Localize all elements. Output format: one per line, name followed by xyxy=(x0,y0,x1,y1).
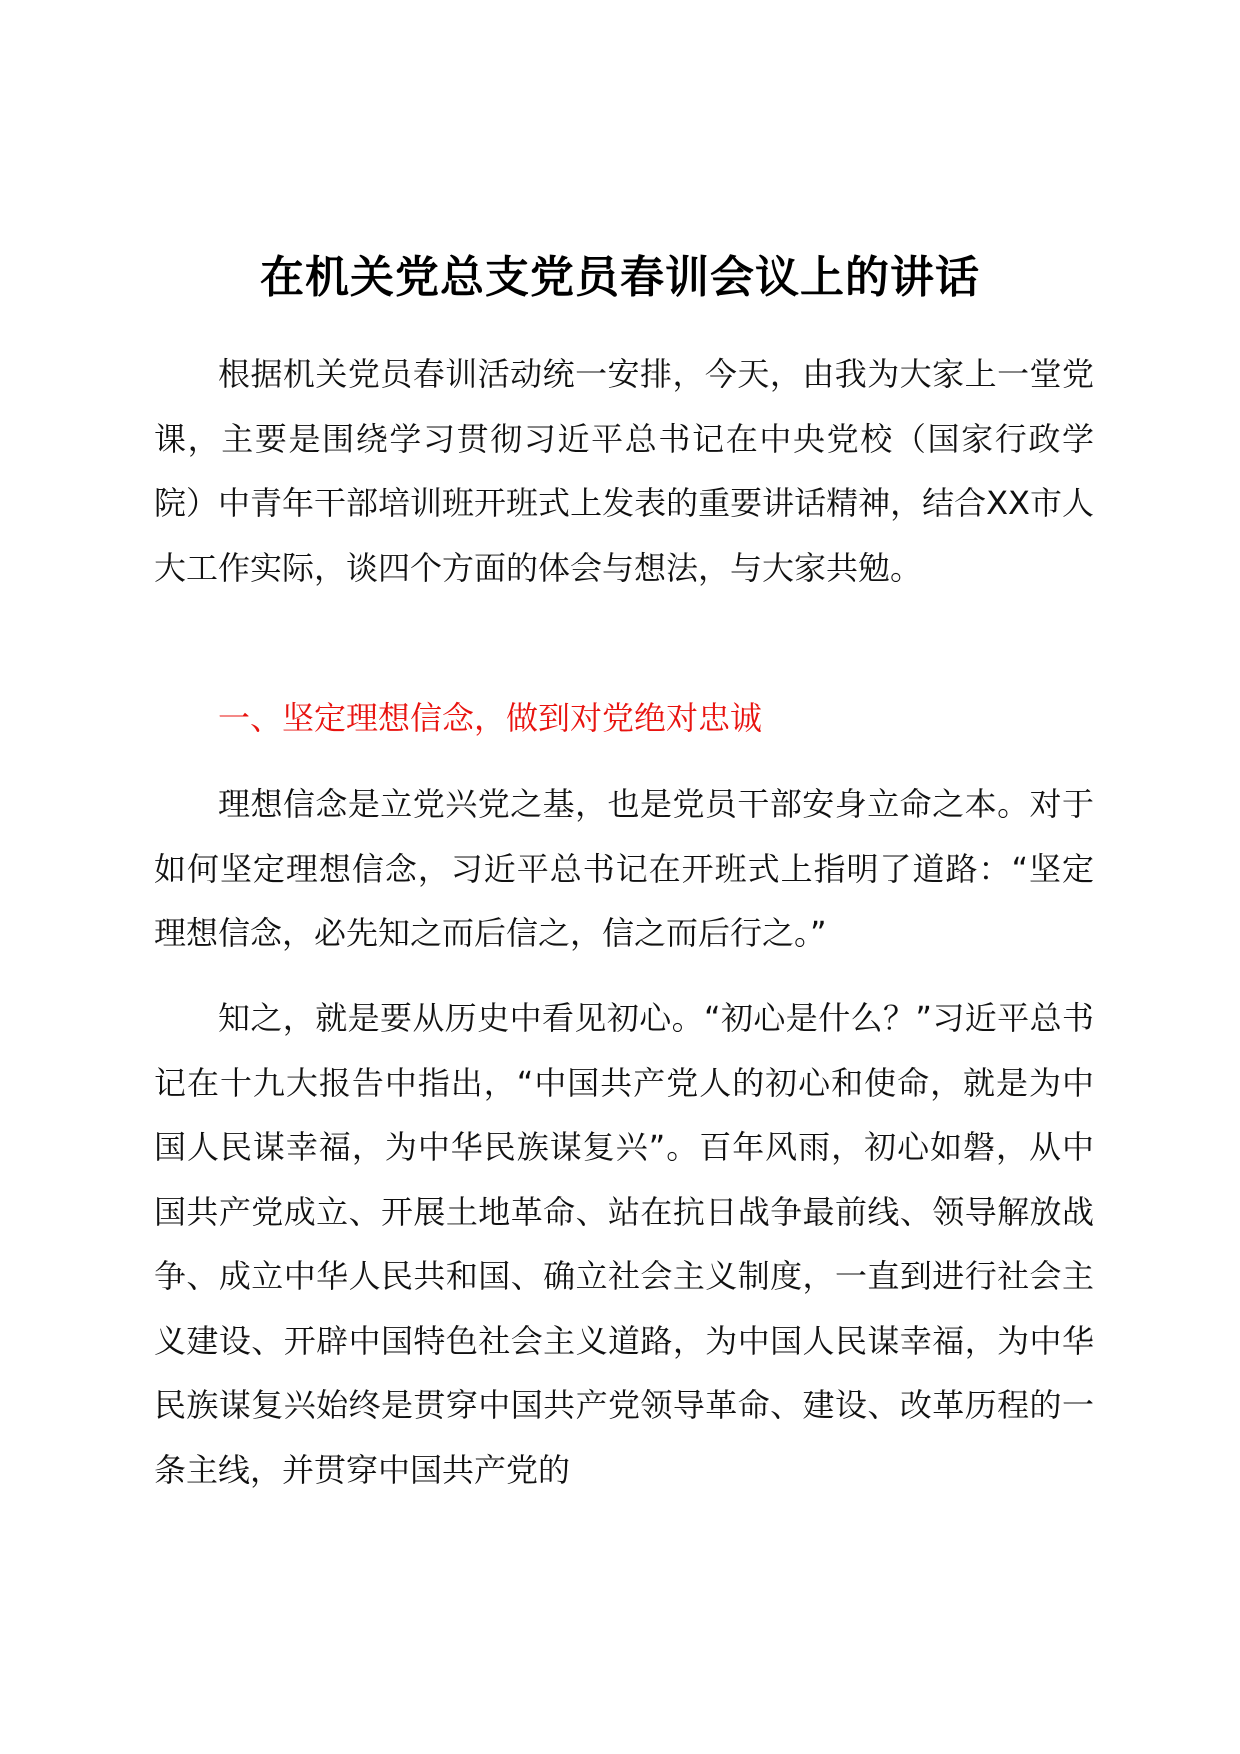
document-title: 在机关党总支党员春训会议上的讲话 xyxy=(260,252,980,303)
section-paragraph: 理想信念是立党兴党之基，也是党员干部安身立命之本。对于如何坚定理想信念，习近平总书记在开班式上指明了道路：“坚定理想信念，必先知之而后信之，信之而后行之。” xyxy=(154,785,1094,952)
section-heading: 一、坚定理想信念，做到对党绝对忠诚 xyxy=(218,699,763,737)
section-paragraph: 知之，就是要从历史中看见初心。“初心是什么？”习近平总书记在十九大报告中指出，“中国共产党人的初心和使命，就是为中国人民谋幸福，为中华民族谋复兴”。百年风雨，初心如磐，从中国共产党成立、开展土地革命、站在抗日战争最前线、领导解放战争、成立中华人民共和国、确立社会主义制度，一直到进行社会主义建设、开辟中国特色社会主义道路，为中国人民谋幸福，为中华民族谋复兴始终是贯穿中国共产党领导革命、建设、改革历程的一条主线，并贯穿中国共产党的 xyxy=(154,999,1094,1489)
intro-paragraph: 根据机关党员春训活动统一安排，今天，由我为大家上一堂党课，主要是围绕学习贯彻习近平总书记在中央党校（国家行政学院）中青年干部培训班开班式上发表的重要讲话精神，结合XX市人大工作实际，谈四个方面的体会与想法，与大家共勉。 xyxy=(154,355,1094,587)
